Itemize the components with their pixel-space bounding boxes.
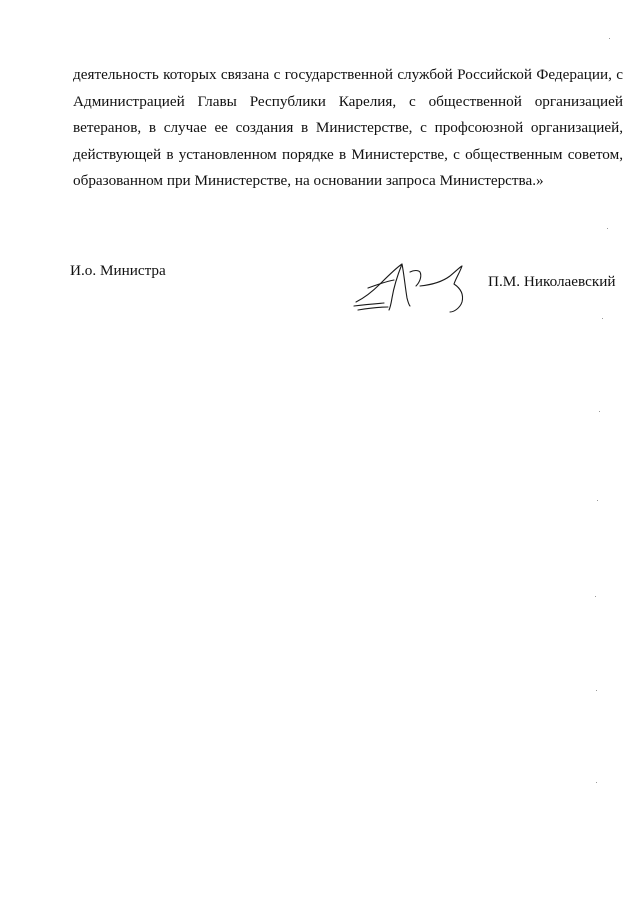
body-line-2: Администрацией Главы Республики Карелия, с общественной организацией [73,92,623,110]
scan-speck [597,500,598,501]
scan-speck [596,782,597,783]
signatory-title: И.о. Министра [70,262,166,279]
body-line-3: ветеранов, в случае ее создания в Министерстве, с профсоюзной организацией, [73,119,623,136]
signatory-name: П.М. Николаевский [488,273,616,290]
body-line-1: деятельность которых связана с государственной службой Российской Федерации, с [73,66,623,83]
scan-speck [609,38,610,39]
body-line-4: действующей в установленном порядке в Министерстве, с общественным советом, [73,145,623,163]
body-paragraph [73,62,623,195]
scan-speck [602,318,603,319]
scan-speck [595,596,596,597]
scan-speck [596,690,597,691]
handwritten-signature [350,258,480,318]
scan-speck [607,228,608,229]
scan-speck [599,411,600,412]
body-line-5: образованном при Министерстве, на основании запроса Министерства.» [73,172,544,189]
